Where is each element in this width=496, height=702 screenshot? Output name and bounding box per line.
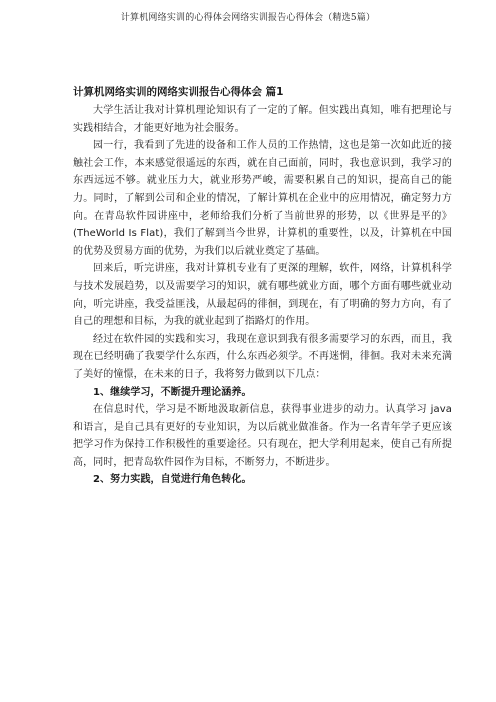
paragraph-4: 经过在软件园的实践和实习，我现在意识到我有很多需要学习的东西，而且，我现在已经明确了我要学什么东西，什么东西必须学。不再迷惘，徘徊。我对未来充满了美好的憧憬，在未来的日子，我将努力做到以下几点： xyxy=(73,333,452,380)
paragraph-3: 回来后，听完讲座，我对计算机专业有了更深的理解，软件，网络，计算机科学与技术发展趋势，以及需要学习的知识，就有哪些就业方面，哪个方面有哪些就业动向，听完讲座，我受益匪浅，从最起码的徘徊，到现在，有了明确的努力方向，有了自己的理想和目标，为我的就业起到了指路灯的作用。 xyxy=(73,263,452,328)
paragraph-2: 园一行，我看到了先进的设备和工作人员的工作热情，这也是第一次如此近的接触社会工作，本来感觉很遥远的东西，就在自己面前，同时，我也意识到，我学习的东西远远不够。就业压力大，就业形势严峻，需要积累自己的知识，提高自己的能力。同时，了解到公司和企业的情况，了解计算机在企业中的应用情况，确定努力方向。在青岛软件园讲座中，老师给我们分析了当前世界的形势，以《世界是平的》(TheWorld Is Flat)，我们了解到当今世界，计算机的重要性，以及，计算机在中国的优势及贸易方面的优势，为我们以后就业奠定了基础。 xyxy=(73,140,452,257)
paragraph-5: 在信息时代，学习是不断地汲取新信息，获得事业进步的动力。认真学习 java 和语言，是自己具有更好的专业知识，为以后就业做准备。作为一名青年学子更应该把学习作为保持工作积极性的重要途径。只有现在，把大学利用起来，使自己有所提高，同时，把青岛软件园作为目标，不断努力，不断进步。 xyxy=(73,404,452,468)
page-header: 计算机网络实训的心得体会网络实训报告心得体会（精选5篇） xyxy=(120,13,376,23)
paragraph-1: 大学生活让我对计算机理论知识有了一定的了解。但实践出真知，唯有把理论与实践相结合，才能更好地为社会服务。 xyxy=(73,105,452,134)
section-title: 计算机网络实训的网络实训报告心得体会 篇1 xyxy=(73,86,284,98)
subheading-1: 1、继续学习，不断提升理论涵养。 xyxy=(93,386,252,398)
document-body xyxy=(73,84,452,489)
subheading-2: 2、努力实践，自觉进行角色转化。 xyxy=(93,474,252,486)
